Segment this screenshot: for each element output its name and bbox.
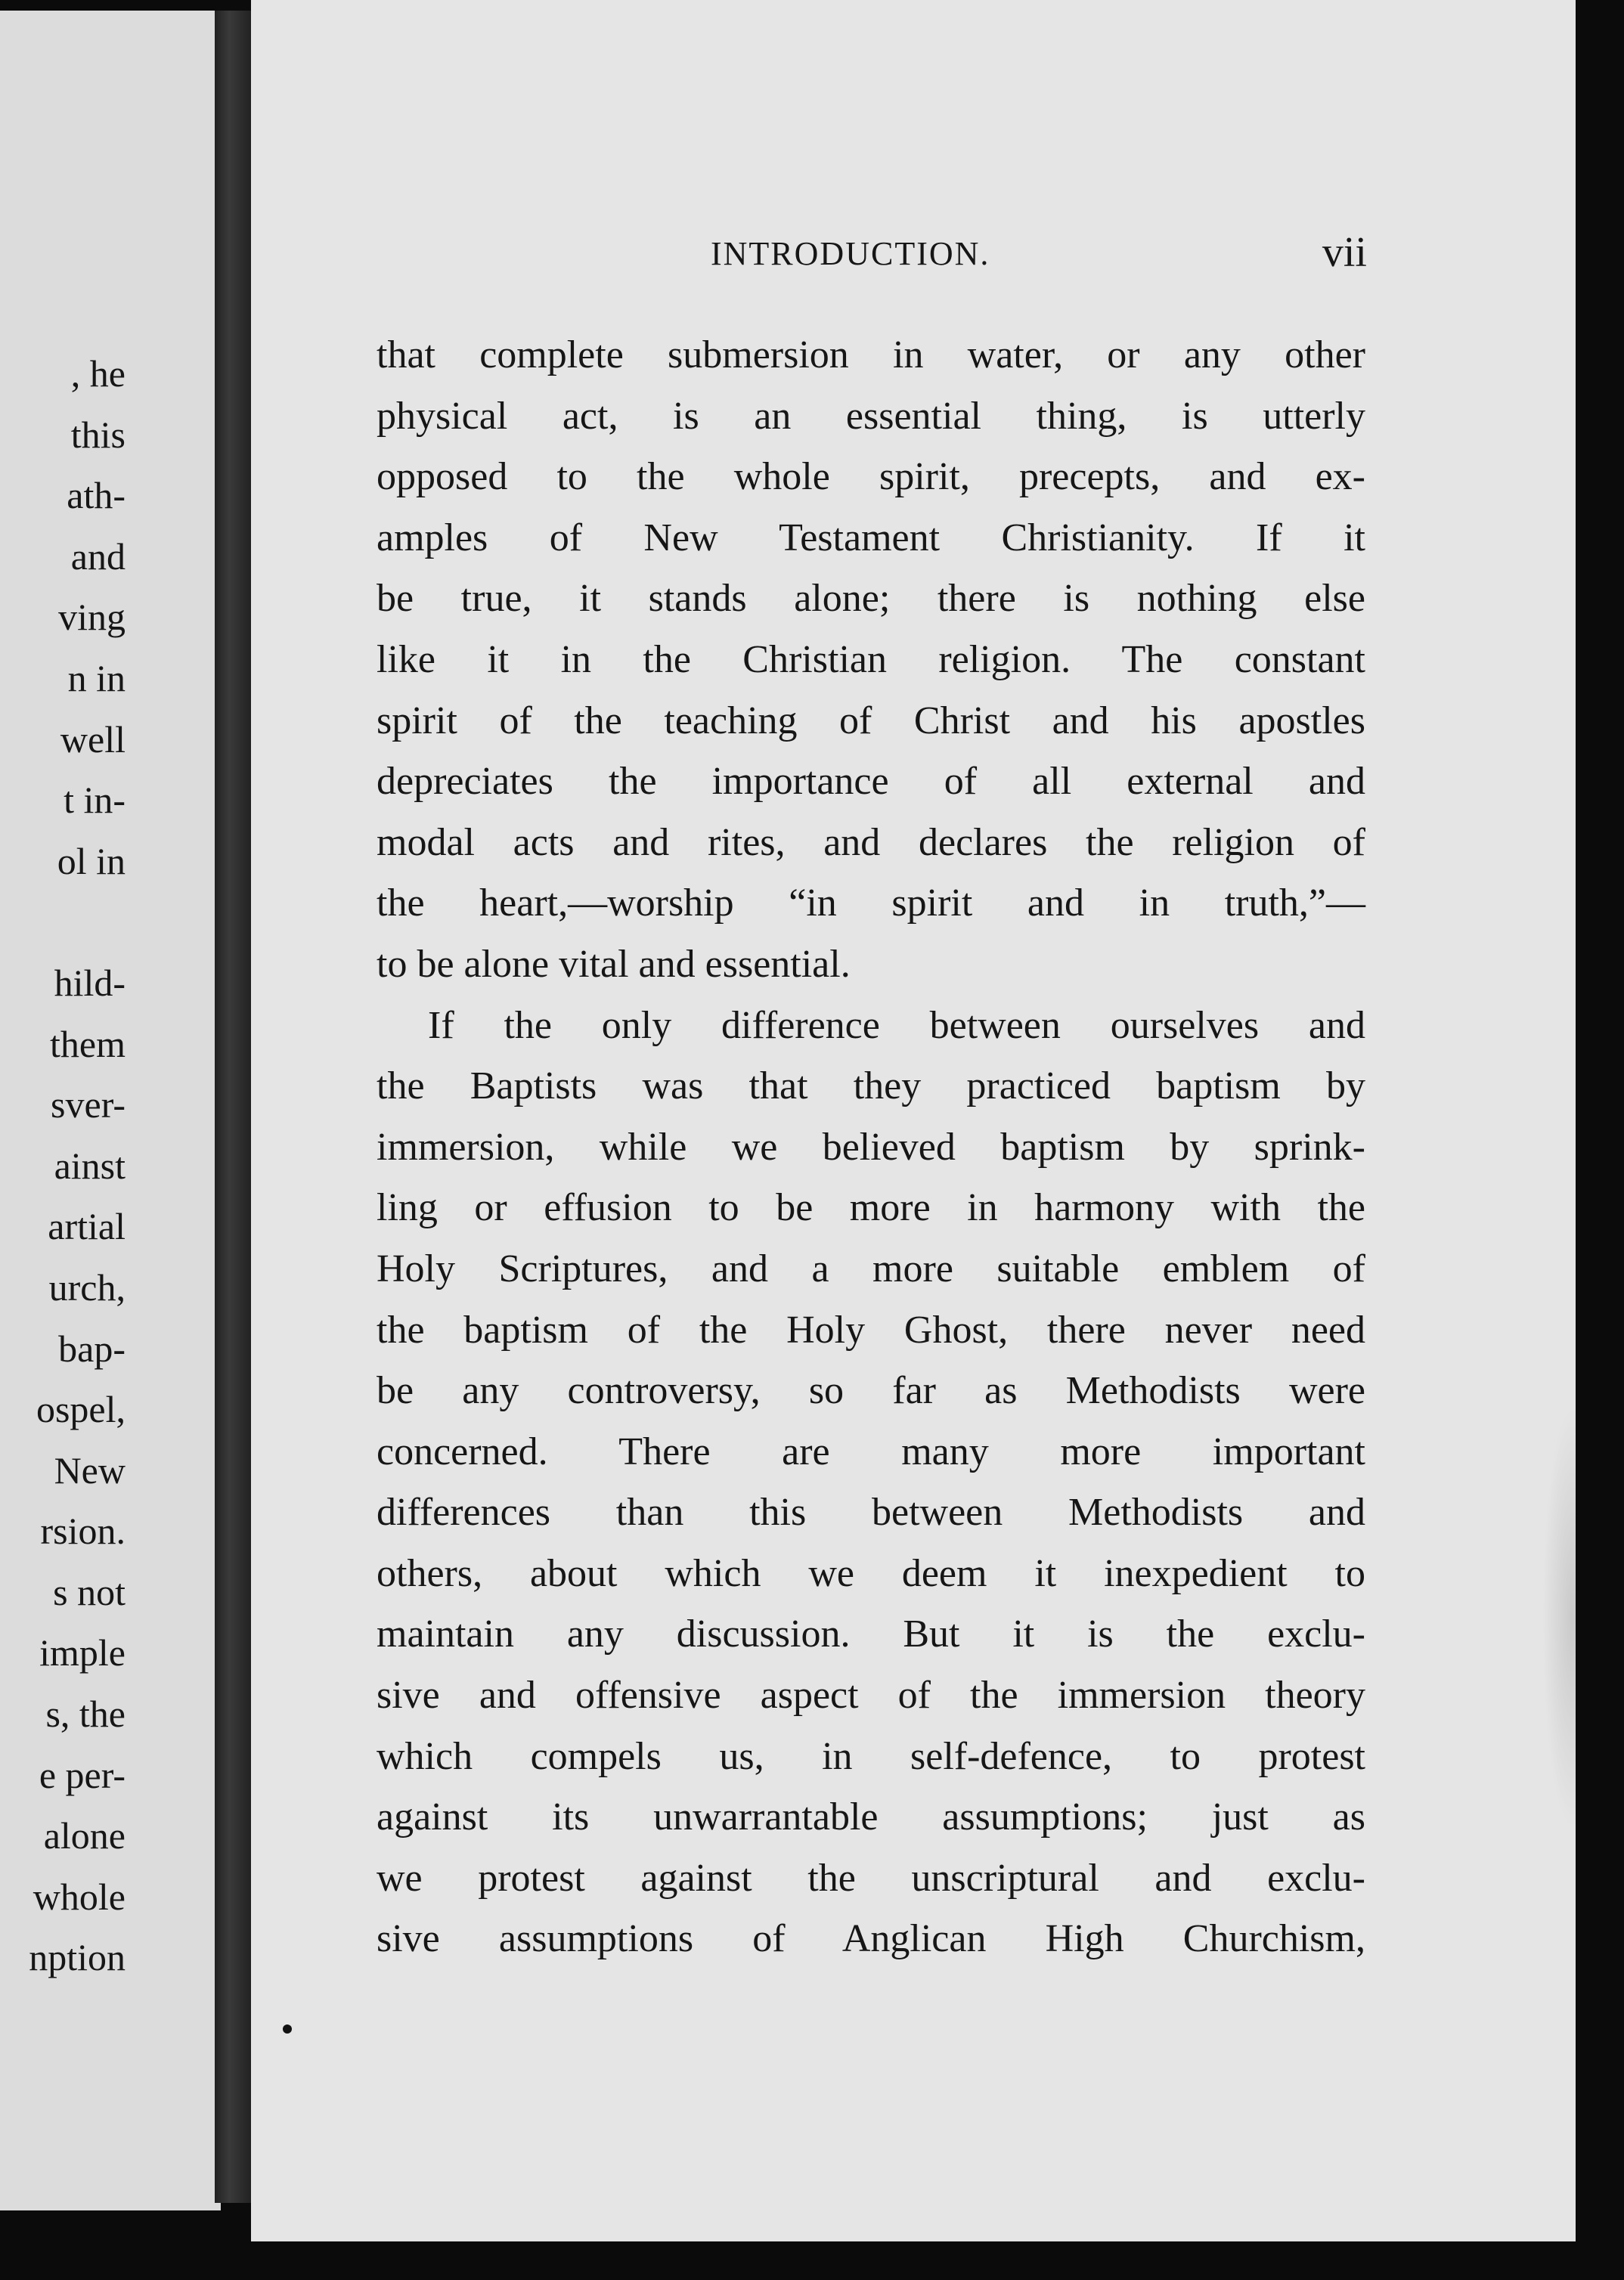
text-line: be true, it stands alone; there is nothing else	[377, 577, 1365, 621]
text-line: differences than this between Methodists and	[377, 1491, 1365, 1535]
text-line: that complete submersion in water, or any other	[377, 333, 1365, 376]
left-line-fragment: artial	[48, 1205, 126, 1248]
left-line-fragment	[0, 891, 126, 953]
left-line-fragment: hild-	[54, 961, 126, 1004]
left-line-fragment: New	[54, 1448, 126, 1492]
left-line-fragment: , he	[70, 352, 126, 395]
left-line-fragment: this	[70, 413, 126, 456]
left-line-fragment: e per-	[39, 1753, 126, 1796]
left-line-fragment: alone	[43, 1814, 126, 1857]
paragraph-2	[377, 996, 1365, 1971]
text-line: concerned. There are many more important	[377, 1430, 1365, 1473]
text-line: immersion, while we believed baptism by sprink-	[377, 1125, 1365, 1169]
text-line: like it in the Christian religion. The constant	[377, 637, 1365, 681]
left-line-fragment: them	[50, 1022, 126, 1065]
left-line-fragment: urch,	[48, 1265, 126, 1309]
left-line-fragment: and	[70, 534, 126, 578]
scan-border	[1576, 0, 1624, 2280]
left-line-fragment: ol in	[57, 839, 126, 882]
text-line: Holy Scriptures, and a more suitable emblem of	[377, 1247, 1365, 1290]
previous-page-text	[0, 343, 126, 1988]
page-number: vii	[1322, 229, 1367, 276]
left-line-fragment: s, the	[45, 1693, 126, 1736]
text-line: maintain any discussion. But it is the exclu-	[377, 1612, 1365, 1656]
text-line: to be alone vital and essential.	[377, 942, 851, 986]
text-line: be any controversy, so far as Methodists were	[377, 1369, 1365, 1413]
text-line: spirit of the teaching of Christ and his apostles	[377, 699, 1365, 742]
page-body-text	[377, 325, 1365, 1970]
left-line-fragment: bap-	[58, 1327, 126, 1370]
previous-page-fragment	[0, 11, 221, 2210]
paragraph-1	[377, 325, 1365, 996]
text-line: opposed to the whole spirit, precepts, and ex-	[377, 455, 1365, 499]
left-line-fragment: well	[60, 717, 126, 761]
text-line: we protest against the unscriptural and exclu-	[377, 1856, 1365, 1900]
text-line: physical act, is an essential thing, is utterly	[377, 394, 1365, 438]
text-line: amples of New Testament Christianity. If it	[377, 516, 1365, 559]
text-line: sive and offensive aspect of the immersion theory	[377, 1674, 1365, 1718]
text-line: the baptism of the Holy Ghost, there never need	[377, 1308, 1365, 1352]
left-line-fragment: rsion.	[40, 1510, 126, 1553]
left-line-fragment: s not	[53, 1570, 126, 1613]
left-line-fragment: whole	[33, 1875, 126, 1918]
text-line: against its unwarrantable assumptions; just as	[377, 1795, 1365, 1839]
left-line-fragment: t in-	[64, 779, 126, 822]
left-line-fragment: ving	[58, 596, 126, 639]
text-line: ling or effusion to be more in harmony with the	[377, 1186, 1365, 1230]
left-line-fragment: n in	[67, 656, 126, 699]
text-line: If the only difference between ourselves and	[428, 1003, 1365, 1047]
left-line-fragment: ath-	[67, 474, 126, 517]
text-line: the heart,—worship “in spirit and in truth,”—	[377, 881, 1365, 925]
text-line: others, about which we deem it inexpedient to	[377, 1551, 1365, 1595]
text-line: the Baptists was that they practiced baptism by	[377, 1064, 1365, 1108]
left-line-fragment: imple	[39, 1631, 126, 1674]
left-line-fragment: sver-	[51, 1083, 126, 1126]
text-line: which compels us, in self-defence, to protest	[377, 1734, 1365, 1778]
ink-dot	[283, 2024, 292, 2034]
left-line-fragment: nption	[29, 1936, 126, 1979]
running-head: INTRODUCTION.	[711, 235, 990, 272]
text-line: modal acts and rites, and declares the religion of	[377, 820, 1365, 864]
left-line-fragment: ainst	[54, 1144, 126, 1187]
text-line: depreciates the importance of all external and	[377, 760, 1365, 804]
left-line-fragment: ospel,	[36, 1388, 126, 1431]
book-gutter-shadow	[215, 11, 251, 2203]
text-line: sive assumptions of Anglican High Churchism,	[377, 1917, 1365, 1961]
